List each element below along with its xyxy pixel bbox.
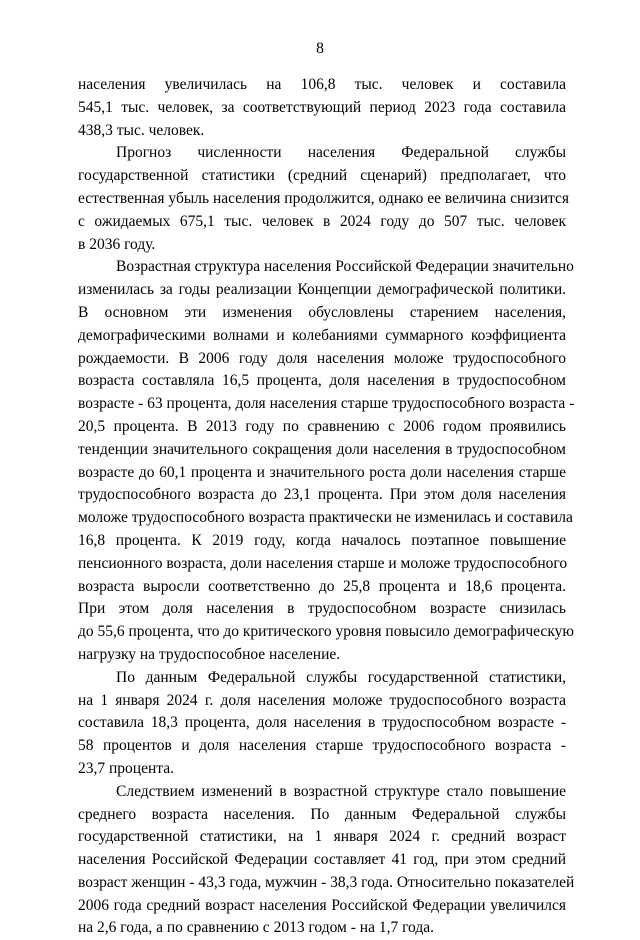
text-line: пенсионного возраста, доли населения старше и моложе трудоспособного [78, 554, 568, 572]
text-line: возраста выросли соответственно до 25,8 процента и 18,6 процента. [78, 577, 566, 595]
text-line: до 55,6 процента, что до критического уровня повысило демографическую [78, 623, 574, 641]
text-line: 20,5 процента. В 2013 году по сравнению с 2006 годом проявились [78, 417, 566, 435]
text-line: 545,1 тыс. человек, за соответствующий период 2023 года составила [78, 98, 566, 116]
text-line: Возрастная структура населения Российской Федерации значительно [116, 258, 574, 276]
page-number: 8 [316, 40, 324, 57]
text-line: рождаемости. В 2006 году доля населения моложе трудоспособного [78, 349, 566, 367]
text-line: моложе трудоспособного возраста практически не изменилась и составила [78, 509, 573, 527]
text-line: Следствием изменений в возрастной структуре стало повышение [116, 782, 566, 800]
text-line: Прогноз численности населения Федеральной службы [116, 144, 566, 162]
text-line: возрасте до 60,1 процента и значительного роста доли населения старше [78, 463, 566, 481]
text-line: По данным Федеральной службы государственной статистики, [116, 668, 566, 686]
text-line: с ожидаемых 675,1 тыс. человек в 2024 году до 507 тыс. человек [78, 212, 566, 230]
text-line: составила 18,3 процента, доля населения в трудоспособном возрасте - [78, 714, 566, 732]
text-line: возраст женщин - 43,3 года, мужчин - 38,3 года. Относительно показателей [78, 873, 575, 891]
text-line: тенденции значительного сокращения доли населения в трудоспособном [78, 440, 566, 458]
text-line: В основном эти изменения обусловлены старением населения, [78, 303, 566, 321]
text-line: населения Российской Федерации составляет 41 год, при этом средний [78, 851, 566, 869]
text-line: в 2036 году. [78, 235, 156, 253]
text-line: государственной статистики (средний сценарий) предполагает, что [78, 167, 566, 185]
body-text [78, 74, 575, 940]
text-line: населения увеличилась на 106,8 тыс. человек и составила [78, 76, 566, 93]
text-line: 2006 года средний возраст населения Российской Федерации увеличился [78, 896, 566, 914]
text-line: 16,8 процента. К 2019 году, когда началось поэтапное повышение [78, 531, 566, 549]
text-line: среднего возраста населения. По данным Федеральной службы [78, 805, 566, 823]
text-line: 58 процентов и доля населения старше трудоспособного возраста - [78, 737, 566, 755]
text-line: 438,3 тыс. человек. [78, 121, 205, 139]
text-line: изменилась за годы реализации Концепции демографической политики. [78, 281, 566, 299]
text-line: естественная убыль населения продолжится, однако ее величина снизится [78, 189, 570, 207]
text-line: 23,7 процента. [78, 759, 174, 777]
text-line: демографическими волнами и колебаниями суммарного коэффициента [78, 326, 566, 344]
text-line: возрасте - 63 процента, доля населения старше трудоспособного возраста - [78, 395, 575, 413]
text-line: нагрузку на трудоспособное население. [78, 645, 341, 663]
text-line: При этом доля населения в трудоспособном возрасте снизилась [78, 600, 566, 618]
text-line: государственной статистики, на 1 января 2024 г. средний возраст [78, 828, 566, 846]
text-line: возраста составляла 16,5 процента, доля населения в трудоспособном [78, 372, 566, 390]
text-line: на 1 января 2024 г. доля населения моложе трудоспособного возраста [78, 691, 566, 709]
text-line: трудоспособного возраста до 23,1 процента. При этом доля населения [78, 486, 566, 504]
text-line: на 2,6 года, а по сравнению с 2013 годом - на 1,7 года. [78, 919, 434, 937]
